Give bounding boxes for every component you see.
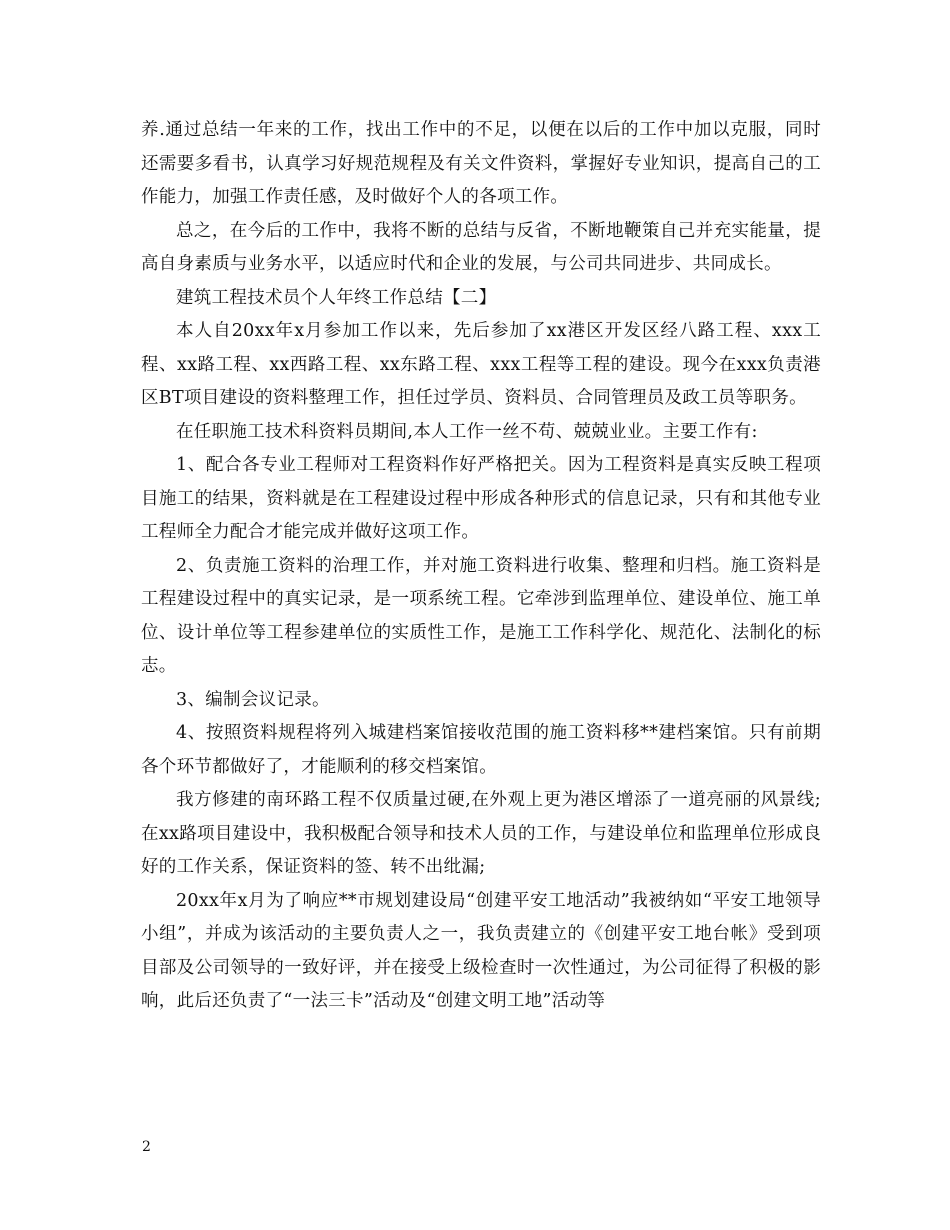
document-body (141, 114, 821, 1019)
paragraph-item-3: 3、编制会议记录。 (176, 689, 330, 710)
paragraph-project-achievement: 我方修建的南环路工程不仅质量过硬,在外观上更为港区增添了一道亮丽的风景线;在xx路项目建设中，我积极配合领导和技术人员的工作，与建设单位和监理单位形成良好的工作关系，保证资料的签、转不出纰漏; (141, 790, 821, 877)
page-number: 2 (142, 1139, 151, 1155)
paragraph-safety-activity: 20xx年x月为了响应**市规划建设局“创建平安工地活动”我被纳如“平安工地领导小组”，并成为该活动的主要负责人之一，我负责建立的《创建平安工地台帐》受到项目部及公司领导的一致好评，并在接受上级检查时一次性通过，为公司征得了积极的影响，此后还负责了“一法三卡”活动及“创建文明工地”活动等 (141, 890, 821, 1011)
paragraph-item-2: 2、负责施工资料的治理工作，并对施工资料进行收集、整理和归档。施工资料是工程建设过程中的真实记录，是一项系统工程。它牵涉到监理单位、建设单位、施工单位、设计单位等工程参建单位的实质性工作，是施工工作科学化、规范化、法制化的标志。 (141, 555, 821, 676)
paragraph-introduction: 本人自20xx年x月参加工作以来，先后参加了xx港区开发区经八路工程、xxx工程、xx路工程、xx西路工程、xx东路工程、xxx工程等工程的建设。现今在xxx负责港区BT项目建设的资料整理工作，担任过学员、资料员、合同管理员及政工员等职务。 (141, 321, 821, 408)
paragraph-item-1: 1、配合各专业工程师对工程资料作好严格把关。因为工程资料是真实反映工程项目施工的结果，资料就是在工程建设过程中形成各种形式的信息记录，只有和其他专业工程师全力配合才能完成并做好这项工作。 (141, 455, 821, 542)
paragraph-duties-intro: 在任职施工技术科资料员期间,本人工作一丝不苟、兢兢业业。主要工作有: (176, 421, 758, 442)
paragraph-conclusion: 总之，在今后的工作中，我将不断的总结与反省，不断地鞭策自己并充实能量，提高自身素质与业务水平，以适应时代和企业的发展，与公司共同进步、共同成长。 (141, 220, 821, 274)
paragraph-item-4: 4、按照资料规程将列入城建档案馆接收范围的施工资料移**建档案馆。只有前期各个环节都做好了，才能顺利的移交档案馆。 (141, 723, 821, 777)
paragraph-continuation: 养.通过总结一年来的工作，找出工作中的不足，以便在以后的工作中加以克服，同时还需要多看书，认真学习好规范规程及有关文件资料，掌握好专业知识，提高自己的工作能力，加强工作责任感，及时做好个人的各项工作。 (141, 120, 821, 207)
section-heading: 建筑工程技术员个人年终工作总结【二】 (176, 287, 497, 308)
